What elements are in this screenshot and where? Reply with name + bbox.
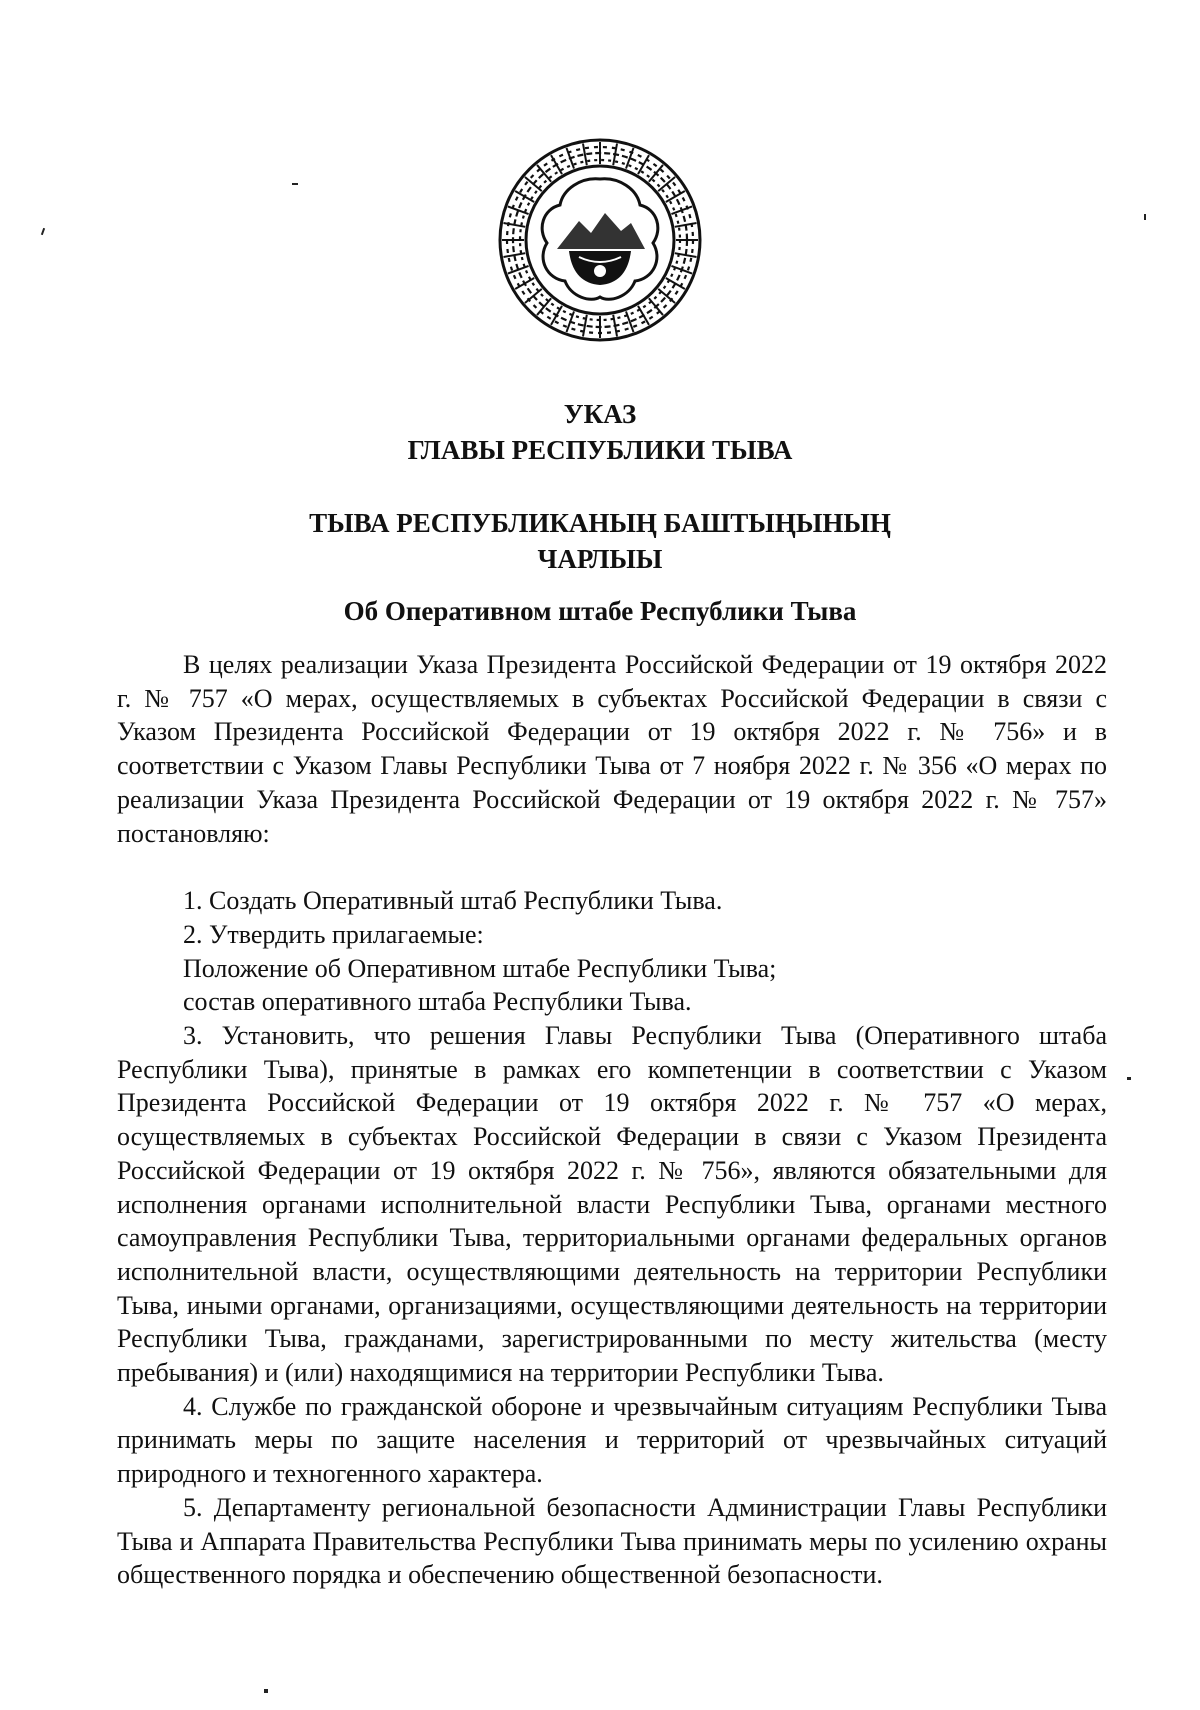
decree-heading: УКАЗ: [563, 399, 637, 429]
document-title: Об Оперативном штабе Республики Тыва: [343, 596, 857, 626]
scan-speck: [1144, 214, 1146, 220]
tuvan-heading-line1: ТЫВА РЕСПУБЛИКАНЫҢ БАШТЫҢЫНЫҢ: [309, 508, 891, 538]
emblem-ornament-segment: [638, 155, 649, 174]
tuvan-heading-line2: ЧАРЛЫЫ: [537, 544, 663, 574]
scan-speck: [41, 228, 45, 235]
clause-2-item-2: состав оперативного штаба Республики Тыва.: [183, 987, 692, 1017]
clause-5: 5. Департаменту региональной безопасности Администрации Главы Республики Тыва и Аппарата Правительства Республики Тыва принимать меры по усилению охраны общественного порядка и обеспечению общественной безопасности.: [117, 1492, 1107, 1590]
emblem-ornament-segment: [525, 289, 542, 303]
scan-speck: [1127, 1077, 1131, 1080]
coat-of-arms-emblem: [497, 137, 703, 343]
clause-3: 3. Установить, что решения Главы Республики Тыва (Оперативного штаба Республики Тыва), принятые в рамках его компетенции в соответствии с Указом Президента Российской Федерации от 19 октября 2022 г. № 757 «О мерах, осуществляемых в субъектах Российской Федерации в связи с Указом Президента Российской Федерации от 19 октября 2022 г. № 756», являются обязательными для исполнения органами исполнительной власти Республики Тыва, органами местного самоуправления Республики Тыва, территориальными органами федеральных органов исполнительной власти, осуществляющими деятельность на территории Республики Тыва, иными органами, организациями, осуществляющими деятельность на территории Республики Тыва, гражданами, зарегистрированными по месту жительства (месту пребывания) и (или) находящимися на территории Республики Тыва.: [117, 1021, 1107, 1388]
preamble-paragraph: В целях реализации Указа Президента Российской Федерации от 19 октября 2022 г. № 757 «О мерах, осуществляемых в субъектах Российской Федерации в связи с Указом Президента Российской Федерации от 19 октября 2022 г. № 756» и в соответствии с Указом Главы Республики Тыва от 7 ноября 2022 г. № 356 «О мерах по реализации Указа Президента Российской Федерации от 19 октября 2022 г. № 757» постановляю:: [117, 650, 1107, 848]
emblem-ornament-segment: [537, 298, 551, 315]
emblem-ornament-segment: [666, 191, 685, 202]
document-body: [117, 648, 1107, 1592]
emblem-ornament-segment: [537, 165, 551, 182]
clause-4: 4. Службе по гражданской обороне и чрезвычайным ситуациям Республики Тыва принимать меры по защите населения и территорий от чрезвычайных ситуаций природного и техногенного характера.: [117, 1391, 1107, 1489]
scan-speck: [264, 1689, 268, 1693]
emblem-ornament-segment: [515, 191, 534, 202]
clause-2: 2. Утвердить прилагаемые:: [183, 919, 484, 949]
scan-speck: [292, 183, 298, 185]
clause-1: 1. Создать Оперативный штаб Республики Тыва.: [183, 886, 723, 916]
clause-2-item-1: Положение об Оперативном штабе Республики Тыва;: [183, 953, 777, 983]
issuer-heading: ГЛАВЫ РЕСПУБЛИКИ ТЫВА: [407, 435, 793, 465]
emblem-ornament-segment: [551, 155, 562, 174]
emblem-ornament-segment: [525, 177, 542, 191]
